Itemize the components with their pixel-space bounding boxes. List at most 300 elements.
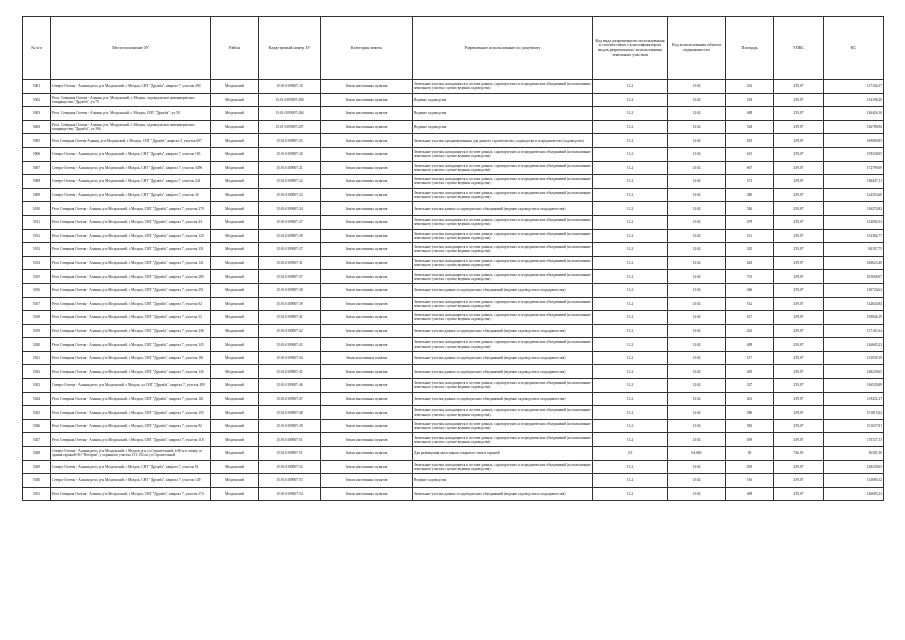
cell-area: 452 [726,80,774,94]
cell-district: Моздокский [211,447,259,461]
table-row [23,419,884,433]
cell-area: 495 [726,365,774,379]
cell-land-category: Земли населенных пунктов [321,134,413,148]
cell-district: Моздокский [211,134,259,148]
header-cell: Код вида разрешенного использования в соответствии с классификатором видов разрешенного использования земельных участков [593,17,668,80]
cell-use-code: 13.2 [593,487,668,501]
cell-ks: 84197,75 [824,243,884,257]
table-row [23,311,884,325]
table-row [23,474,884,488]
cell-ks: 124353,60 [824,188,884,202]
cell-row-number: 5028 [23,447,51,461]
cell-ks: 159846,19 [824,311,884,325]
cell-row-number: 5022 [23,365,51,379]
cell-location: Северо-Осетия - Алания респ, р-н Моздокский, г Моздок, СНТ "Дружба", квартал 7, участок 81 [51,460,211,474]
cell-object-code: 04:060 [668,447,726,461]
cell-area: 489 [726,338,774,352]
table-row [23,379,884,393]
cell-district: Моздокский [211,256,259,270]
cell-ks: 36301,50 [824,447,884,461]
header-cell: Площадь [726,17,774,80]
cell-upks: 259,07 [774,120,824,134]
cell-row-number: 5006 [23,147,51,161]
cell-cadastral-number: 15:01:0109007:207 [259,120,321,134]
cell-land-category: Земли населенных пунктов [321,460,413,474]
cell-row-number: 5018 [23,311,51,325]
cell-object-code: 13:02 [668,379,726,393]
cell-object-code: 13:02 [668,311,726,325]
cell-location: Респ Северная Осетия - Алания, р-н Моздокский, г Моздок, СНТ "Дружба", квартал 7, участок 118 [51,433,211,447]
cell-district: Моздокский [211,80,259,94]
cell-use-code: 13.2 [593,433,668,447]
cell-permitted-use: Земельные участки, находящиеся в составе дачных, садоводческих и огороднических объединений (использование земельного участка с целью ведения садоводства) [413,215,593,229]
table-row [23,107,884,121]
cell-upks: 259,07 [774,297,824,311]
cell-cadastral-number: 15:01:0109007:10 [259,80,321,94]
cell-location: Респ Северная Осетия - Алания, р-н Моздокский, г Моздок, СНТ "Дружба", квартал 7, участок 251 [51,283,211,297]
cell-area: 583 [726,419,774,433]
cell-upks: 259,07 [774,311,824,325]
cell-area: 480 [726,188,774,202]
table-row [23,80,884,94]
cell-ks: 170727,13 [824,433,884,447]
table-body [23,80,884,501]
cell-object-code: 13:02 [668,487,726,501]
cell-row-number: 5027 [23,433,51,447]
cell-use-code: 13.2 [593,120,668,134]
cell-location: Респ Северная Осетия-Алания, р-н Моздокский, г Моздок, СНТ "Дружба", квартал 5, участок 007 [51,134,211,148]
cell-use-code: 13.2 [593,474,668,488]
cell-location: Респ Северная Осетия - Алания, р-н Моздокский, г Моздок, СНТ "Дружба", квартал 7, участок 155 [51,406,211,420]
cell-district: Моздокский [211,215,259,229]
cell-upks: 259,07 [774,474,824,488]
cell-use-code: 13.2 [593,229,668,243]
cell-location: Северо-Осетия - Алания респ, р-н Моздокский, г Моздок, СНТ "Дружба", квартал 7, участок 349б [51,161,211,175]
cell-permitted-use: Земельные участки, находящиеся в составе дачных, садоводческих и огороднических объединений (использование земельного участка с целью ведения садоводства) [413,80,593,94]
cell-permitted-use: Земельные участки, находящиеся в составе дачных, садоводческих и огороднических объединений (использование земельного участка с целью ведения садоводства) [413,419,593,433]
cell-upks: 259,07 [774,270,824,284]
cell-row-number: 5029 [23,460,51,474]
cell-cadastral-number: 15:01:0109007:20 [259,147,321,161]
table-header-row [23,17,884,80]
cell-area: 617 [726,311,774,325]
cell-object-code: 13:02 [668,338,726,352]
cell-use-code: 13.2 [593,365,668,379]
cell-district: Моздокский [211,120,259,134]
cell-location: Северо-Осетия - Алания респ, р-н Моздокский, г Моздок, р-н ул Строительной, в 80 м к северу от здания гаражей ОО "Ветеран", у охранного участка 151-152 по ул Строительной [51,447,211,461]
cell-cadastral-number: 15:01:0109007:25 [259,134,321,148]
cell-use-code: 13.2 [593,188,668,202]
cell-location: Респ Северная Осетия - Алания, р-н Моздокский, г Моздок, СНТ "Дружба", квартал 7, участок 274 [51,487,211,501]
cell-object-code: 13:02 [668,134,726,148]
table-row [23,283,884,297]
cell-ks: 151037,81 [824,419,884,433]
cell-object-code: 13:02 [668,229,726,243]
table-row [23,202,884,216]
cell-cadastral-number: 15:01:0109007:45 [259,365,321,379]
cell-permitted-use: Земельные участки, находящиеся в составе дачных, садоводческих и огороднических объединений (использование земельного участка с целью ведения садоводства) [413,161,593,175]
cell-area: 466 [726,283,774,297]
cell-upks: 259,07 [774,460,824,474]
cell-area: 452 [726,324,774,338]
cell-cadastral-number: 15:01:0109007:49 [259,419,321,433]
cell-permitted-use: Ведение садоводства [413,120,593,134]
cell-land-category: Земли населенных пунктов [321,270,413,284]
cell-object-code: 13:02 [668,215,726,229]
cell-use-code: 13.2 [593,215,668,229]
cell-area: 615 [726,147,774,161]
cell-permitted-use: Земельные участки, находящиеся в составе дачных, садоводческих и огороднических объединений (использование земельного участка с целью ведения садоводства) [413,311,593,325]
cell-row-number: 5011 [23,215,51,229]
cell-use-code: 13.2 [593,338,668,352]
cell-cadastral-number: 15:01:0109007:23 [259,188,321,202]
cell-location: Респ. Северная Осетия - Алания, р-н. Моздокский, г. Моздок, СНТ "Дружба", уч.58 [51,107,211,121]
cell-permitted-use: Для размещения автостоянок открытого типа и гаражей [413,447,593,461]
cell-district: Моздокский [211,460,259,474]
cell-permitted-use: Земельные участки, находящиеся в составе дачных, садоводческих и огороднических объединений (использование земельного участка с целью ведения садоводства) [413,379,593,393]
cell-district: Моздокский [211,324,259,338]
cell-land-category: Земли населенных пунктов [321,365,413,379]
cell-cadastral-number: 15:01:0109007:47 [259,392,321,406]
cell-object-code: 13:02 [668,188,726,202]
cell-land-category: Земли населенных пунктов [321,93,413,107]
cell-location: Респ Северная Осетия - Алания, р-н Моздокский, г Моздок, СНТ "Дружба", квартал 7, участок 131 [51,243,211,257]
land-plots-table [22,16,884,501]
cell-use-code: 13.2 [593,419,668,433]
cell-ks: 133939,19 [824,351,884,365]
cell-district: Моздокский [211,93,259,107]
cell-district: Моздокский [211,379,259,393]
cell-ks: 117104,37 [824,80,884,94]
cell-permitted-use: Земельные участки, находящиеся в составе дачных, садоводческих и огороднических объединений (использование земельного участка с целью ведения садоводства) [413,175,593,189]
cell-use-code: 13.2 [593,460,668,474]
header-cell: Код использования объекта недвижимости [668,17,726,80]
cell-land-category: Земли населенных пунктов [321,487,413,501]
cell-permitted-use: Земельные участки, находящиеся в составе дачных, садоводческих и огороднических объединений (использование земельного участка с целью ведения садоводства) [413,297,593,311]
table-row [23,134,884,148]
cell-area: 620 [726,256,774,270]
cell-cadastral-number: 15:01:0109007:44 [259,351,321,365]
cell-area: 655 [726,134,774,148]
cell-cadastral-number: 15:01:0109007:21 [259,161,321,175]
cell-upks: 259,07 [774,351,824,365]
table-row [23,243,884,257]
table-row [23,229,884,243]
cell-use-code: 13.2 [593,392,668,406]
cell-ks: 159328,05 [824,147,884,161]
cell-object-code: 13:02 [668,474,726,488]
cell-upks: 259,07 [774,324,824,338]
cell-row-number: 5023 [23,379,51,393]
cell-area: 511 [726,229,774,243]
cell-location: Респ Северная Осетия - Алания, р-н Моздокский, г Моздок, СНТ "Дружба", квартал 7, участок 248 [51,324,211,338]
cell-land-category: Земли населенных пунктов [321,419,413,433]
cell-ks: 120726,62 [824,283,884,297]
cell-ks: 169690,85 [824,134,884,148]
cell-ks: 181608,07 [824,270,884,284]
cell-upks: 259,07 [774,134,824,148]
cell-upks: 259,07 [774,215,824,229]
cell-ks: 151815,02 [824,406,884,420]
cell-location: Респ. Северная Осетия - Алания, р-н. Моздокский, г. Моздок, садоводческое некоммерческое товарищество "Дружба", уч.396 [51,120,211,134]
cell-object-code: 13:02 [668,283,726,297]
cell-row-number: 5005 [23,134,51,148]
cell-area: 526 [726,202,774,216]
cell-row-number: 5030 [23,474,51,488]
cell-permitted-use: Ведение садоводства [413,474,593,488]
cell-permitted-use: Земельные участки дачных и садоводческих объединений (ведение садоводства и огородничества) [413,487,593,501]
cell-upks: 259,07 [774,107,824,121]
cell-land-category: Земли населенных пунктов [321,447,413,461]
cell-ks: 128239,65 [824,365,884,379]
cell-row-number: 5019 [23,324,51,338]
header-cell: УПКС [774,17,824,80]
cell-cadastral-number: 15:01:0109007:41 [259,311,321,325]
cell-cadastral-number: 15:01:0109007:46 [259,379,321,393]
table-row [23,447,884,461]
cell-ks: 136529,89 [824,379,884,393]
cell-district: Моздокский [211,365,259,379]
cell-permitted-use: Земельные участки, находящиеся в составе дачных, садоводческих и огороднических объединений (использование земельного участка с целью ведения садоводства) [413,229,593,243]
cell-object-code: 13:02 [668,175,726,189]
cell-permitted-use: Ведение садоводства [413,107,593,121]
cell-use-code: 13.2 [593,311,668,325]
cell-land-category: Земли населенных пунктов [321,147,413,161]
cell-row-number: 5014 [23,256,51,270]
cell-object-code: 13:02 [668,297,726,311]
table-row [23,161,884,175]
cell-permitted-use: Земельные участки, находящиеся в составе дачных, садоводческих и огороднических объединений (использование земельного участка с целью ведения садоводства) [413,147,593,161]
cell-use-code: 13.2 [593,93,668,107]
cell-upks: 259,07 [774,229,824,243]
cell-area: 517 [726,351,774,365]
cell-area: 489 [726,487,774,501]
cell-district: Моздокский [211,229,259,243]
cell-object-code: 13:02 [668,392,726,406]
cell-area: 50 [726,447,774,461]
cell-cadastral-number: 15:01:0109007:27 [259,243,321,257]
cell-location: Респ Северная Осетия - Алания, р-н Моздокский, г Моздок, СНТ "Дружба", квартал 7, участок 161 [51,392,211,406]
cell-use-code: 13.2 [593,243,668,257]
table-row [23,175,884,189]
cell-object-code: 13:02 [668,419,726,433]
cell-location: Северо-Осетия - Алания респ, р-н Моздокский, г Моздок, ул СНТ "Дружба", квартал 7, участок 289 [51,379,211,393]
table-row [23,215,884,229]
cell-land-category: Земли населенных пунктов [321,474,413,488]
cell-location: Респ Северная Осетия - Алания, р-н Моздокский, г Моздок, СНТ "Дружба", квартал 7, участок 280 [51,270,211,284]
table-row [23,392,884,406]
cell-upks: 259,07 [774,93,824,107]
cell-land-category: Земли населенных пунктов [321,188,413,202]
cell-permitted-use: Ведение садоводства [413,93,593,107]
document-sheet [22,16,883,501]
cell-district: Моздокский [211,188,259,202]
cell-land-category: Земли населенных пунктов [321,406,413,420]
cell-upks: 259,07 [774,175,824,189]
cell-district: Моздокский [211,406,259,420]
cell-location: Респ Северная Осетия - Алания, р-н Моздокский, г Моздок, СНТ "Дружба", квартал 7, участок 161 [51,351,211,365]
cell-row-number: 5004 [23,120,51,134]
cell-land-category: Земли населенных пунктов [321,311,413,325]
cell-district: Моздокский [211,270,259,284]
cell-upks: 259,07 [774,161,824,175]
table-row [23,93,884,107]
cell-location: Респ Северная Осетия - Алания, р-н Моздокский, г Моздок, СНТ "Дружба", квартал 7, участок 145 [51,365,211,379]
cell-district: Моздокский [211,283,259,297]
cell-cadastral-number: 15:01:0109007:22 [259,175,321,189]
cell-upks: 259,07 [774,379,824,393]
table-row [23,487,884,501]
cell-use-code: 13.2 [593,379,668,393]
cell-area: 325 [726,243,774,257]
cell-use-code: 13.2 [593,147,668,161]
cell-ks: 160623,40 [824,256,884,270]
cell-cadastral-number: 15:01:0109007:27 [259,215,321,229]
cell-permitted-use: Земельные участки, находящиеся в составе дачных, садоводческих и огороднических объединений (использование земельного участка с целью ведения садоводства) [413,406,593,420]
cell-use-code: 13.2 [593,283,668,297]
cell-area: 667 [726,161,774,175]
cell-object-code: 13:02 [668,460,726,474]
cell-ks: 132384,77 [824,229,884,243]
cell-land-category: Земли населенных пунктов [321,107,413,121]
cell-area: 586 [726,406,774,420]
cell-land-category: Земли населенных пунктов [321,243,413,257]
cell-land-category: Земли населенных пунктов [321,161,413,175]
cell-cadastral-number: 15:01:0109007:51 [259,433,321,447]
cell-use-code: 13.2 [593,107,668,121]
cell-cadastral-number: 15:01:0109007:28 [259,229,321,243]
cell-row-number: 5025 [23,406,51,420]
cell-district: Моздокский [211,474,259,488]
cell-cadastral-number: 15:01:0109007:42 [259,324,321,338]
cell-cadastral-number: 15:01:0109007:200 [259,93,321,107]
cell-cadastral-number: 15:01:0109007:54 [259,487,321,501]
cell-permitted-use: Земельные участки дачных и садоводческих объединений (ведение садоводства и огородничества) [413,202,593,216]
cell-upks: 259,07 [774,365,824,379]
cell-district: Моздокский [211,107,259,121]
table-row [23,256,884,270]
cell-location: Респ Северная Осетия - Алания, р-н Моздокский, г Моздок, СНТ "Дружба", квартал 7, участок 92 [51,419,211,433]
cell-ks: 133680,12 [824,474,884,488]
cell-district: Моздокский [211,175,259,189]
cell-land-category: Земли населенных пунктов [321,324,413,338]
cell-permitted-use: Земельные участки, находящиеся в составе дачных, садоводческих и огороднических объединений (использование земельного участка с целью ведения садоводства) [413,460,593,474]
cell-district: Моздокский [211,487,259,501]
cell-row-number: 5024 [23,392,51,406]
cell-land-category: Земли населенных пунктов [321,392,413,406]
cell-upks: 259,07 [774,243,824,257]
cell-ks: 134198,26 [824,93,884,107]
cell-district: Моздокский [211,311,259,325]
cell-row-number: 5020 [23,338,51,352]
cell-permitted-use: Земельные участки, находящиеся в составе дачных, садоводческих и огороднических объединений (использование земельного участка с целью ведения садоводства) [413,270,593,284]
cell-object-code: 13:02 [668,93,726,107]
cell-location: Северо-Осетия - Алания респ, р-н Моздокский, г Моздок, СНТ "Дружба", квартал 7, участок 149 [51,474,211,488]
cell-ks: 124094,53 [824,215,884,229]
table-row [23,297,884,311]
cell-use-code: 13.2 [593,351,668,365]
header-cell: № п/п [23,17,51,80]
cell-location: Респ Северная Осетия - Алания, р-н Моздокский, г Моздок, СНТ "Дружба", квартал 7, участок 53 [51,311,211,325]
cell-district: Моздокский [211,392,259,406]
cell-row-number: 5007 [23,161,51,175]
cell-ks: 136788,96 [824,120,884,134]
cell-row-number: 5002 [23,93,51,107]
cell-land-category: Земли населенных пунктов [321,202,413,216]
cell-district: Моздокский [211,161,259,175]
cell-row-number: 5013 [23,243,51,257]
cell-district: Моздокский [211,147,259,161]
cell-row-number: 5012 [23,229,51,243]
cell-permitted-use: Земельные участки дачных и садоводческих объединений (ведение садоводства и огородничества) [413,351,593,365]
cell-cadastral-number: 15:01:0109007:48 [259,406,321,420]
cell-cadastral-number: 15:01:0109007:43 [259,338,321,352]
cell-upks: 259,07 [774,188,824,202]
cell-permitted-use: Земельные участки дачных и садоводческих объединений (ведение садоводства и огородничества) [413,365,593,379]
cell-land-category: Земли населенных пунктов [321,229,413,243]
cell-ks: 132643,84 [824,297,884,311]
cell-row-number: 5031 [23,487,51,501]
cell-row-number: 5021 [23,351,51,365]
cell-area: 659 [726,433,774,447]
table-row [23,188,884,202]
cell-object-code: 13:02 [668,324,726,338]
cell-permitted-use: Земельные участки, находящиеся в составе дачных, садоводческих и огороднических объединений (использование земельного участка с целью ведения садоводства) [413,338,593,352]
cell-location: Респ Северная Осетия - Алания, р-н Моздокский, г Моздок, СНТ "Дружба", квартал 7, участок 120 [51,229,211,243]
cell-cadastral-number: 15:01:0109007:31 [259,256,321,270]
cell-row-number: 5009 [23,188,51,202]
cell-district: Моздокский [211,351,259,365]
cell-permitted-use: Земельные участки, находящиеся в составе дачных, садоводческих и огороднических объединений (использование земельного участка с целью ведения садоводства) [413,243,593,257]
cell-permitted-use: Земельные участки, находящиеся в составе дачных, садоводческих и огороднических объединений (использование земельного участка с целью ведения садоводства) [413,256,593,270]
cell-row-number: 5003 [23,107,51,121]
cell-permitted-use: Земельные участки дачных и садоводческих объединений (ведение садоводства и огородничества) [413,324,593,338]
cell-area: 495 [726,460,774,474]
table-row [23,351,884,365]
cell-permitted-use: Земельные участки, предназначенные для дачного строительства, садоводства и огородничества (садоводство) [413,134,593,148]
cell-object-code: 13:02 [668,351,726,365]
cell-area: 573 [726,175,774,189]
cell-ks: 172799,69 [824,161,884,175]
cell-area: 512 [726,297,774,311]
cell-location: Респ. Северная Осетия - Алания, р-н. Моздокский, г. Моздок, садоводческое некоммерческое товарищество "Дружба", уч.75 [51,93,211,107]
cell-row-number: 5026 [23,419,51,433]
cell-object-code: 13:02 [668,256,726,270]
cell-object-code: 13:02 [668,107,726,121]
cell-cadastral-number: 15:01:0109007:37 [259,270,321,284]
cell-upks: 259,07 [774,406,824,420]
cell-cadastral-number: 15:01:0109007:204 [259,107,321,121]
cell-area: 516 [726,474,774,488]
cell-land-category: Земли населенных пунктов [321,379,413,393]
header-cell: Район [211,17,259,80]
cell-use-code: 13.2 [593,270,668,284]
cell-ks: 117101,64 [824,324,884,338]
cell-object-code: 13:02 [668,406,726,420]
cell-location: Северо-Осетия - Алания респ, р-н Моздокский, г Моздок, СНТ "Дружба", квартал 7, участок 103 [51,147,211,161]
cell-area: 518 [726,93,774,107]
cell-cadastral-number: 15:01:0109007:38 [259,283,321,297]
cell-land-category: Земли населенных пунктов [321,175,413,189]
cell-use-code: 4.9 [593,447,668,461]
cell-land-category: Земли населенных пунктов [321,338,413,352]
cell-ks: 136270,82 [824,202,884,216]
cell-cadastral-number: 15:01:0109007:53 [259,474,321,488]
cell-land-category: Земли населенных пунктов [321,80,413,94]
cell-object-code: 13:02 [668,243,726,257]
table-row [23,406,884,420]
cell-row-number: 5008 [23,175,51,189]
